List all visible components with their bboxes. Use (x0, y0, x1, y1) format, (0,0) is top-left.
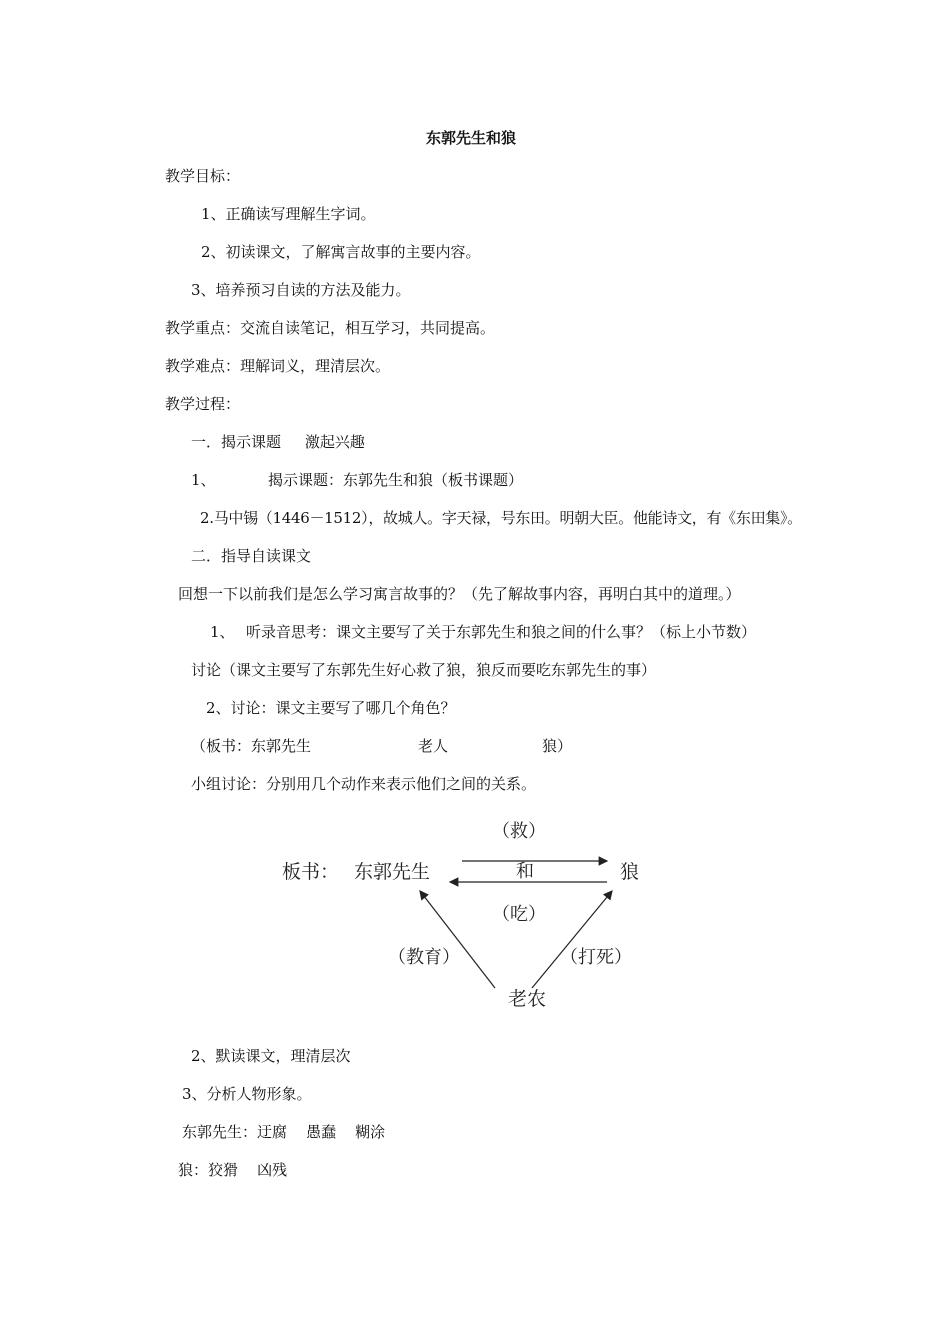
diagram-wolf: 狼 (620, 861, 640, 883)
relationship-diagram (270, 805, 670, 1025)
board-roles-wolf: 狼） (542, 737, 573, 755)
objective-item-3: 3、培养预习自读的方法及能力。 (191, 281, 411, 299)
diagram-and-label: 和 (516, 861, 534, 882)
analyze-characters: 3、分析人物形象。 (182, 1085, 312, 1103)
diagram-eat-label: （吃） (492, 904, 546, 925)
objective-item-2: 2、初读课文，了解寓言故事的主要内容。 (201, 243, 481, 261)
listen-number: 1、 (210, 623, 235, 641)
diagram-board-label: 板书： (282, 861, 340, 883)
teaching-difficulty: 教学难点：理解词义，理清层次。 (165, 357, 391, 375)
section-1-item-2: 2.马中锡（1446－1512），故城人。字天禄，号东田。明朝大臣。他能诗文，有《东田集》。 (200, 509, 802, 527)
section-1-item-1-text: 揭示课题：东郭先生和狼（板书课题） (268, 471, 524, 489)
section-1-item-1-number: 1、 (191, 471, 216, 489)
discussion-2: 2、讨论：课文主要写了哪几个角色？ (206, 699, 456, 717)
diagram-dongguo: 东郭先生 (354, 861, 431, 883)
process-heading: 教学过程： (165, 395, 241, 413)
objectives-heading: 教学目标： (165, 167, 241, 185)
silent-reading: 2、默读课文，理清层次 (191, 1047, 351, 1065)
diagram-save-label: （救） (492, 821, 546, 842)
board-roles-prefix: （板书：东郭先生 (191, 737, 312, 755)
diagram-farmer: 老农 (508, 988, 547, 1010)
section-2-heading: 二．指导自读课文 (191, 547, 312, 565)
dongguo-traits: 东郭先生：迂腐 愚蠢 糊涂 (182, 1123, 386, 1141)
arrow-farmer-to-dongguo (420, 891, 495, 988)
diagram-kill-label: （打死） (560, 947, 632, 968)
section-1-heading: 一．揭示课题 激起兴趣 (191, 433, 365, 451)
page-title: 东郭先生和狼 (426, 129, 517, 147)
listen-text: 听录音思考：课文主要写了关于东郭先生和狼之间的什么事？（标上小节数） (246, 623, 757, 641)
objective-item-1: 1、正确读写理解生字词。 (201, 205, 376, 223)
discussion-answer: 讨论（课文主要写了东郭先生好心救了狼，狼反而要吃东郭先生的事） (191, 661, 657, 679)
wolf-traits: 狼：狡猾 凶残 (178, 1161, 288, 1179)
diagram-educate-label: （教育） (388, 947, 460, 968)
group-discussion: 小组讨论：分别用几个动作来表示他们之间的关系。 (191, 775, 537, 793)
teaching-focus: 教学重点：交流自读笔记，相互学习，共同提高。 (165, 319, 496, 337)
board-roles-old-man: 老人 (418, 737, 449, 755)
recall-question: 回想一下以前我们是怎么学习寓言故事的？（先了解故事内容，再明白其中的道理。） (178, 585, 741, 603)
